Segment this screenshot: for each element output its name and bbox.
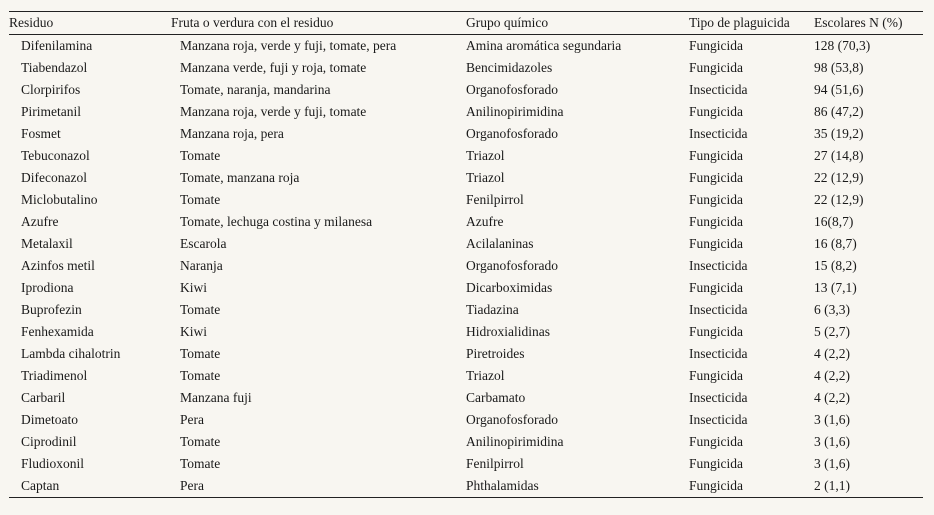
table-row xyxy=(9,145,923,167)
cell-escolares: 98 (53,8) xyxy=(814,60,864,75)
cell-residuo: Fludioxonil xyxy=(21,456,85,471)
cell-fruta-verdura: Tomate, naranja, mandarina xyxy=(180,82,331,97)
cell-tipo-plaguicida: Fungicida xyxy=(689,170,743,185)
cell-residuo: Iprodiona xyxy=(21,280,74,295)
cell-grupo-quimico: Amina aromática segundaria xyxy=(466,38,622,53)
cell-fruta-verdura: Tomate, lechuga costina y milanesa xyxy=(180,214,373,229)
cell-fruta-verdura: Naranja xyxy=(180,258,223,273)
cell-residuo: Azinfos metil xyxy=(21,258,95,273)
cell-grupo-quimico: Triazol xyxy=(466,368,505,383)
cell-grupo-quimico: Acilalaninas xyxy=(466,236,534,251)
cell-fruta-verdura: Manzana roja, verde y fuji, tomate, pera xyxy=(180,38,397,53)
cell-tipo-plaguicida: Insecticida xyxy=(689,258,748,273)
cell-residuo: Buprofezin xyxy=(21,302,82,317)
pesticide-residue-table-container xyxy=(9,11,923,498)
cell-tipo-plaguicida: Fungicida xyxy=(689,434,743,449)
cell-escolares: 22 (12,9) xyxy=(814,170,864,185)
cell-grupo-quimico: Azufre xyxy=(466,214,504,229)
table-row xyxy=(9,123,923,145)
cell-residuo: Azufre xyxy=(21,214,59,229)
cell-residuo: Difeconazol xyxy=(21,170,87,185)
table-row xyxy=(9,475,923,498)
cell-fruta-verdura: Tomate xyxy=(180,302,221,317)
cell-tipo-plaguicida: Fungicida xyxy=(689,104,743,119)
cell-escolares: 35 (19,2) xyxy=(814,126,864,141)
cell-grupo-quimico: Anilinopirimidina xyxy=(466,434,564,449)
cell-fruta-verdura: Kiwi xyxy=(180,280,207,295)
table-row xyxy=(9,343,923,365)
cell-escolares: 4 (2,2) xyxy=(814,390,850,405)
table-row xyxy=(9,79,923,101)
table-row xyxy=(9,189,923,211)
table-row xyxy=(9,101,923,123)
pesticide-residue-table xyxy=(9,11,923,498)
cell-fruta-verdura: Pera xyxy=(180,412,204,427)
cell-grupo-quimico: Organofosforado xyxy=(466,258,558,273)
cell-tipo-plaguicida: Fungicida xyxy=(689,38,743,53)
cell-grupo-quimico: Bencimidazoles xyxy=(466,60,553,75)
cell-residuo: Miclobutalino xyxy=(21,192,98,207)
cell-grupo-quimico: Fenilpirrol xyxy=(466,456,524,471)
cell-grupo-quimico: Organofosforado xyxy=(466,412,558,427)
table-row xyxy=(9,431,923,453)
cell-fruta-verdura: Manzana roja, verde y fuji, tomate xyxy=(180,104,367,119)
cell-escolares: 2 (1,1) xyxy=(814,478,850,493)
cell-tipo-plaguicida: Insecticida xyxy=(689,126,748,141)
cell-grupo-quimico: Dicarboximidas xyxy=(466,280,553,295)
cell-grupo-quimico: Piretroides xyxy=(466,346,525,361)
cell-fruta-verdura: Tomate xyxy=(180,456,221,471)
cell-fruta-verdura: Tomate, manzana roja xyxy=(180,170,300,185)
cell-escolares: 3 (1,6) xyxy=(814,456,850,471)
cell-residuo: Difenilamina xyxy=(21,38,93,53)
table-row xyxy=(9,387,923,409)
cell-tipo-plaguicida: Fungicida xyxy=(689,456,743,471)
cell-grupo-quimico: Organofosforado xyxy=(466,126,558,141)
table-row xyxy=(9,277,923,299)
cell-grupo-quimico: Hidroxialidinas xyxy=(466,324,550,339)
cell-grupo-quimico: Organofosforado xyxy=(466,82,558,97)
cell-residuo: Fenhexamida xyxy=(21,324,94,339)
cell-tipo-plaguicida: Fungicida xyxy=(689,148,743,163)
cell-escolares: 3 (1,6) xyxy=(814,412,850,427)
cell-residuo: Lambda cihalotrin xyxy=(21,346,121,361)
table-row xyxy=(9,321,923,343)
table-header xyxy=(9,12,923,35)
cell-escolares: 13 (7,1) xyxy=(814,280,857,295)
cell-tipo-plaguicida: Insecticida xyxy=(689,82,748,97)
table-row xyxy=(9,365,923,387)
cell-escolares: 128 (70,3) xyxy=(814,38,871,53)
cell-fruta-verdura: Escarola xyxy=(180,236,227,251)
cell-residuo: Triadimenol xyxy=(21,368,88,383)
table-row xyxy=(9,233,923,255)
cell-residuo: Dimetoato xyxy=(21,412,78,427)
cell-grupo-quimico: Anilinopirimidina xyxy=(466,104,564,119)
cell-residuo: Fosmet xyxy=(21,126,61,141)
cell-residuo: Clorpirifos xyxy=(21,82,81,97)
table-row xyxy=(9,57,923,79)
cell-escolares: 16(8,7) xyxy=(814,214,854,229)
table-row xyxy=(9,35,923,58)
header-row xyxy=(9,12,923,35)
cell-fruta-verdura: Kiwi xyxy=(180,324,207,339)
cell-tipo-plaguicida: Fungicida xyxy=(689,368,743,383)
table-row xyxy=(9,167,923,189)
cell-tipo-plaguicida: Insecticida xyxy=(689,390,748,405)
cell-residuo: Carbaril xyxy=(21,390,66,405)
cell-grupo-quimico: Fenilpirrol xyxy=(466,192,524,207)
cell-residuo: Pirimetanil xyxy=(21,104,81,119)
cell-escolares: 5 (2,7) xyxy=(814,324,850,339)
cell-grupo-quimico: Carbamato xyxy=(466,390,526,405)
cell-grupo-quimico: Phthalamidas xyxy=(466,478,539,493)
cell-tipo-plaguicida: Fungicida xyxy=(689,60,743,75)
cell-fruta-verdura: Pera xyxy=(180,478,204,493)
cell-fruta-verdura: Manzana roja, pera xyxy=(180,126,284,141)
cell-fruta-verdura: Tomate xyxy=(180,346,221,361)
cell-fruta-verdura: Manzana fuji xyxy=(180,390,252,405)
header-escolares: Escolares N (%) xyxy=(814,15,903,30)
cell-escolares: 4 (2,2) xyxy=(814,368,850,383)
cell-fruta-verdura: Manzana verde, fuji y roja, tomate xyxy=(180,60,367,75)
cell-tipo-plaguicida: Fungicida xyxy=(689,236,743,251)
cell-residuo: Captan xyxy=(21,478,60,493)
header-residuo: Residuo xyxy=(9,15,54,30)
table-row xyxy=(9,299,923,321)
cell-tipo-plaguicida: Fungicida xyxy=(689,280,743,295)
cell-fruta-verdura: Tomate xyxy=(180,434,221,449)
cell-fruta-verdura: Tomate xyxy=(180,192,221,207)
cell-escolares: 6 (3,3) xyxy=(814,302,850,317)
cell-tipo-plaguicida: Insecticida xyxy=(689,302,748,317)
cell-grupo-quimico: Tiadazina xyxy=(466,302,519,317)
cell-escolares: 86 (47,2) xyxy=(814,104,864,119)
cell-fruta-verdura: Tomate xyxy=(180,368,221,383)
table-row xyxy=(9,211,923,233)
cell-residuo: Tiabendazol xyxy=(21,60,88,75)
cell-escolares: 94 (51,6) xyxy=(814,82,864,97)
cell-escolares: 15 (8,2) xyxy=(814,258,857,273)
cell-tipo-plaguicida: Insecticida xyxy=(689,346,748,361)
cell-tipo-plaguicida: Fungicida xyxy=(689,478,743,493)
cell-escolares: 4 (2,2) xyxy=(814,346,850,361)
cell-tipo-plaguicida: Fungicida xyxy=(689,214,743,229)
header-fruta-verdura: Fruta o verdura con el residuo xyxy=(171,15,334,30)
cell-residuo: Tebuconazol xyxy=(21,148,90,163)
cell-tipo-plaguicida: Insecticida xyxy=(689,412,748,427)
header-tipo-plaguicida: Tipo de plaguicida xyxy=(689,15,790,30)
cell-escolares: 22 (12,9) xyxy=(814,192,864,207)
cell-escolares: 16 (8,7) xyxy=(814,236,857,251)
cell-fruta-verdura: Tomate xyxy=(180,148,221,163)
cell-tipo-plaguicida: Fungicida xyxy=(689,324,743,339)
header-grupo-quimico: Grupo químico xyxy=(466,15,549,30)
cell-escolares: 3 (1,6) xyxy=(814,434,850,449)
cell-escolares: 27 (14,8) xyxy=(814,148,864,163)
cell-residuo: Ciprodinil xyxy=(21,434,77,449)
table-row xyxy=(9,255,923,277)
table-row xyxy=(9,453,923,475)
cell-grupo-quimico: Triazol xyxy=(466,170,505,185)
cell-grupo-quimico: Triazol xyxy=(466,148,505,163)
cell-residuo: Metalaxil xyxy=(21,236,73,251)
cell-tipo-plaguicida: Fungicida xyxy=(689,192,743,207)
table-row xyxy=(9,409,923,431)
table-body xyxy=(9,35,923,498)
